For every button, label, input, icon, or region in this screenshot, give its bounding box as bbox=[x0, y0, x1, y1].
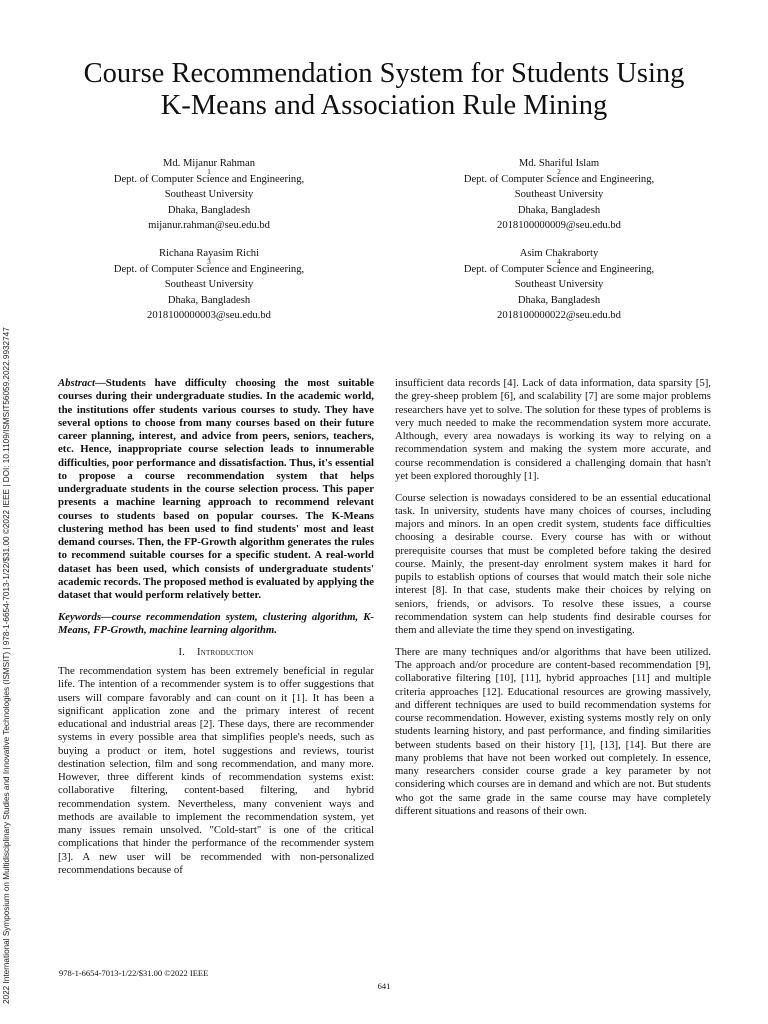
author-name: Md. Shariful Islam bbox=[518, 158, 600, 169]
author-university: Southeast University bbox=[164, 189, 254, 201]
author-dept: Dept. of Computer Science and Engineering, bbox=[463, 263, 655, 275]
abstract bbox=[58, 377, 374, 602]
section-number: I. bbox=[178, 646, 186, 658]
author-email: 2018100000022@seu.edu.bd bbox=[497, 310, 621, 322]
author-email: 2018100000009@seu.edu.bd bbox=[497, 220, 621, 232]
author-name: Asim Chakraborty bbox=[519, 248, 599, 259]
paragraph: insufficient data records [4]. Lack of data information, data sparsity [5], the grey-sheep problem [6], and scalability [7] are some major problems researchers have yet to solve. The solution for these types of problems is very much needed to make the recommendation system more accurate. Although, every area nowadays is working its way to relying on a recommendation system and making the system more accurate, and course recommendation is considered a challenging domain that hasn't yet been explored thoroughly [1]. bbox=[395, 377, 711, 482]
keywords: Keywords—course recommendation system, clustering algorithm, K-Means, FP-Growth, machine learning algorithm. bbox=[58, 610, 374, 636]
author-location: Dhaka, Bangladesh bbox=[167, 204, 251, 216]
intro-paragraph: The recommendation system has been extremely beneficial in regular life. The intention of a recommender system is to offer suggestions that users will compare favorably and can count on it [1]. It has been a significant application zone and the primary interest of recent educational and industrial areas [2]. These days, there are recommender systems in every possible area that simplifies people's needs, such as buying a product or item, hotel suggestions and reviews, tourist destination selection, film and song recommendation, and many more. However, three different kinds of recommendation systems exist: collaborative filtering, content-based filtering, and hybrid recommendation system. Nevertheless, many convenient ways and methods are available to implement the recommendation system, yet many issues remain unsolved. "Cold-start" is one of the critical complications that hinder the performance of the recommender system [3]. A new user will be recommended with non-personalized recommendations because of bbox=[58, 665, 374, 876]
section-heading bbox=[58, 646, 374, 659]
author-email: mijanur.rahman@seu.edu.bd bbox=[148, 220, 270, 232]
author-university: Southeast University bbox=[164, 279, 254, 291]
paragraph: Course selection is nowadays considered to be an essential educational task. In university, students have many choices of courses, including majors and minors. In an open credit system, students face difficulties choosing a desirable course. Every course has with or without prerequisite courses that must be completed before taking the desired course. Mainly, the present-day enrolment system makes it hard for pupils to establish options of courses that would match their sole niche interest [8]. In that case, students make their choices by relying on seniors, friends, or advisors. To resolve these issues, a course recommendation system can help students find desirable courses for them and alleviate the time they spend on investigating. bbox=[395, 491, 711, 636]
author-university: Southeast University bbox=[514, 279, 604, 291]
paper-title bbox=[30, 58, 738, 122]
author-location: Dhaka, Bangladesh bbox=[517, 204, 601, 216]
author-dept: Dept. of Computer Science and Engineering, bbox=[113, 173, 305, 185]
abstract-text: —Students have difficulty choosing the most suitable courses during their undergraduate studies. In the academic world, the institutions offer students various courses to study. They have several options to choose from many courses based on their future career planning, interest, and advice from peers, seniors, teachers, etc. Hence, inappropriate course selection leads to innumerable difficulties, poor performance and dissatisfaction. Thus, it's essential to propose a course recommendation system that helps undergraduate students in the course selection process. This paper presents a machine learning approach to recommend relevant courses to students based on popular courses. The K-Means clustering method has been used to find students' most and least demand courses. Then, the FP-Growth algorithm generates the rules to recommend suitable courses for a specific student. A real-world dataset has been used, which consists of undergraduate students' academic records. The proposed method is evaluated by applying the dataset that would perform relatively better. bbox=[58, 377, 374, 601]
doi-sidebar: 2022 International Symposium on Multidisciplinary Studies and Innovative Technologies (ISMSIT) | 978-1-6654-7013-1/22/$31.00 ©2022 IEEE | DOI: 10.1109/ISMSIT56059.2022.9932747 bbox=[2, 327, 11, 1004]
section-title: Introduction bbox=[197, 646, 254, 658]
author-name: Md. Mijanur Rahman bbox=[162, 158, 256, 169]
author-name: Richana Rayasim Richi bbox=[158, 248, 260, 259]
author-dept: Dept. of Computer Science and Engineering, bbox=[463, 173, 655, 185]
author-block-1: Md. Mijanur Rahman 1 Dept. of Computer Science and Engineering, Southeast University Dhaka, Bangladesh mijanur.rahman@seu.edu.bd bbox=[44, 156, 374, 234]
footer-isbn: 978-1-6654-7013-1/22/$31.00 ©2022 IEEE bbox=[59, 968, 209, 978]
right-column bbox=[395, 377, 711, 827]
title-line-2: K-Means and Association Rule Mining bbox=[160, 90, 608, 121]
author-university: Southeast University bbox=[514, 189, 604, 201]
author-block-4: Asim Chakraborty 4 Dept. of Computer Science and Engineering, Southeast University Dhaka, Bangladesh 2018100000022@seu.edu.bd bbox=[394, 246, 724, 324]
author-location: Dhaka, Bangladesh bbox=[167, 294, 251, 306]
author-email: 2018100000003@seu.edu.bd bbox=[147, 310, 271, 322]
left-column bbox=[58, 377, 374, 886]
author-block-2: Md. Shariful Islam 2 Dept. of Computer Science and Engineering, Southeast University Dhaka, Bangladesh 2018100000009@seu.edu.bd bbox=[394, 156, 724, 234]
author-location: Dhaka, Bangladesh bbox=[517, 294, 601, 306]
author-dept: Dept. of Computer Science and Engineering, bbox=[113, 263, 305, 275]
page-number: 641 bbox=[377, 981, 391, 991]
abstract-label: Abstract bbox=[58, 377, 96, 389]
paragraph: There are many techniques and/or algorithms that have been utilized. The approach and/or procedure are content-based recommendation [9], collaborative filtering [10], [11], hybrid approaches [11] and multiple criteria approaches [12]. Educational resources are growing massively, and different techniques are used to build recommendation systems for course recommendation. However, existing systems mostly rely on only students learning history, and past performance, and finding similarities between students based on their history [1], [13], [14]. But there are many problems that have not been worked out completely. In essence, many researchers consider course grade a key parameter by not considering which courses are in demand and which are not. But students who got the same grade in the same course may have completely different situations and reasons of their own. bbox=[395, 645, 711, 817]
author-block-3: Richana Rayasim Richi 3 Dept. of Computer Science and Engineering, Southeast University Dhaka, Bangladesh 2018100000003@seu.edu.bd bbox=[44, 246, 374, 324]
title-line-1: Course Recommendation System for Students Using bbox=[83, 58, 685, 89]
